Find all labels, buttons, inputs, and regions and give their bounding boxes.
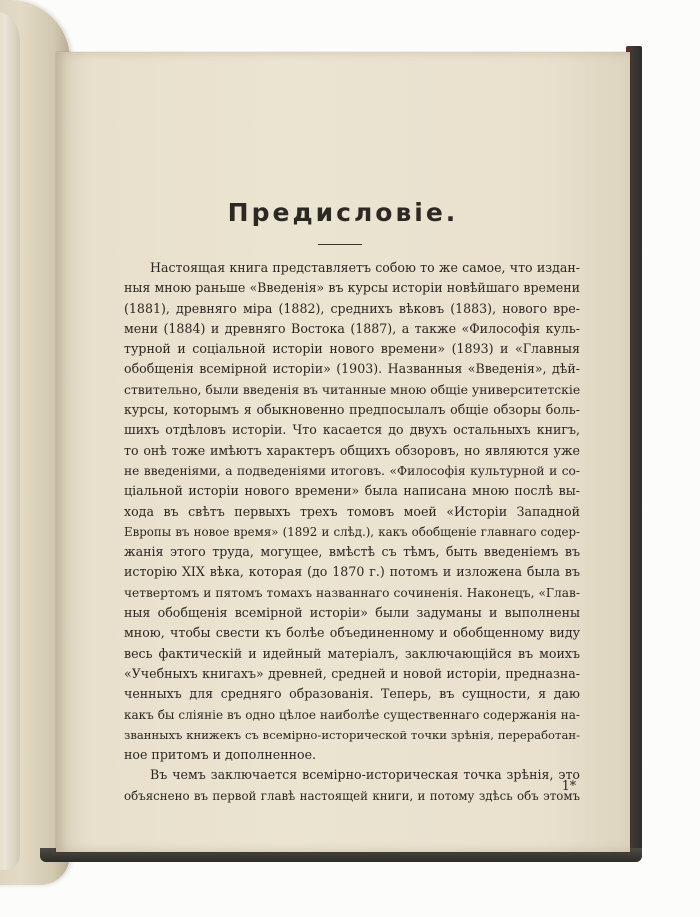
text-line: обобщенія всемірной исторіи» (1903). Названныя «Введенія», дѣй- <box>124 361 580 377</box>
text-line: ціальной исторіи нового времени» была написана мною послѣ вы- <box>124 483 580 499</box>
text-line: мени (1884) и древняго Востока (1887), а также «Философія куль- <box>124 320 580 336</box>
text-line: «Учебныхъ книгахъ» древней, средней и новой исторіи, предназна- <box>124 665 580 681</box>
text-line: ствительно, были введенія въ читанные мною общіе университетскіе <box>124 381 580 397</box>
text-line: ченныхъ для средняго образованія. Теперь, въ сущности, я даю <box>124 686 580 702</box>
text-line: шихъ отдѣловъ исторіи. Что касается до двухъ остальныхъ книгъ, <box>124 422 580 438</box>
text-line: турной и соціальной исторіи нового времени» (1893) и «Главныя <box>124 341 580 357</box>
text-line: ныя обобщенія всемірной исторіи» были задуманы и выполнены <box>124 605 580 621</box>
text-line: жанія этого труда, могущее, вмѣстѣ съ тѣмъ, быть введеніемъ въ <box>124 544 580 560</box>
text-line: ное притомъ и дополненное. <box>124 747 317 763</box>
text-line: Настоящая книга представляетъ собою то же самое, что издан- <box>150 260 580 275</box>
text-line: хода въ свѣтъ первыхъ трехъ томовъ моей «Исторіи Западной <box>124 503 580 519</box>
text-line: Въ чемъ заключается всемірно-историческая точка зрѣнія, это <box>150 767 580 783</box>
text-line: званныхъ книжекъ съ всемірно-исторической точки зрѣнія, переработан- <box>124 727 580 742</box>
book-page <box>56 52 630 852</box>
left-page-edge <box>0 10 20 870</box>
text-line: не введеніями, а подведеніями итоговъ. «Философія культурной и со- <box>124 463 580 478</box>
page-heading: Предисловіе. <box>227 198 459 227</box>
text-line: то онѣ тоже имѣютъ характеръ общихъ обзоровъ, но являются уже <box>124 442 580 458</box>
text-line: какъ бы сліяніе въ одно цѣлое наиболѣе существеннаго содержанія на- <box>124 707 580 722</box>
heading-rule <box>318 244 362 245</box>
text-line: четвертомъ и пятомъ томахъ названнаго сочиненія. Наконецъ, «Глав- <box>124 585 580 600</box>
text-line: Европы въ новое время» (1892 и слѣд.), какъ обобщеніе главнаго содер- <box>124 524 580 539</box>
text-line: ныя мною раньше «Введенія» въ курсы исторіи новѣйшаго времени <box>124 280 580 296</box>
text-line: весь фактическій и идейный матеріалъ, заключающійся въ моихъ <box>124 645 580 661</box>
text-line: объяснено въ первой главѣ настоящей книги, и потому здѣсь объ этомъ <box>124 788 580 803</box>
text-line: исторію XIX вѣка, которая (до 1870 г.) потомъ и изложена была въ <box>124 564 580 580</box>
page-number: 1* <box>561 778 576 793</box>
text-line: мною, чтобы свести къ болѣе объединенному и обобщенному виду <box>124 625 580 641</box>
text-line: курсы, которымъ я обыкновенно предпосылалъ общіе обзоры боль- <box>124 402 580 418</box>
text-line: (1881), древняго міра (1882), среднихъ вѣковъ (1883), нового вре- <box>124 300 580 316</box>
page-body-text <box>124 258 580 806</box>
